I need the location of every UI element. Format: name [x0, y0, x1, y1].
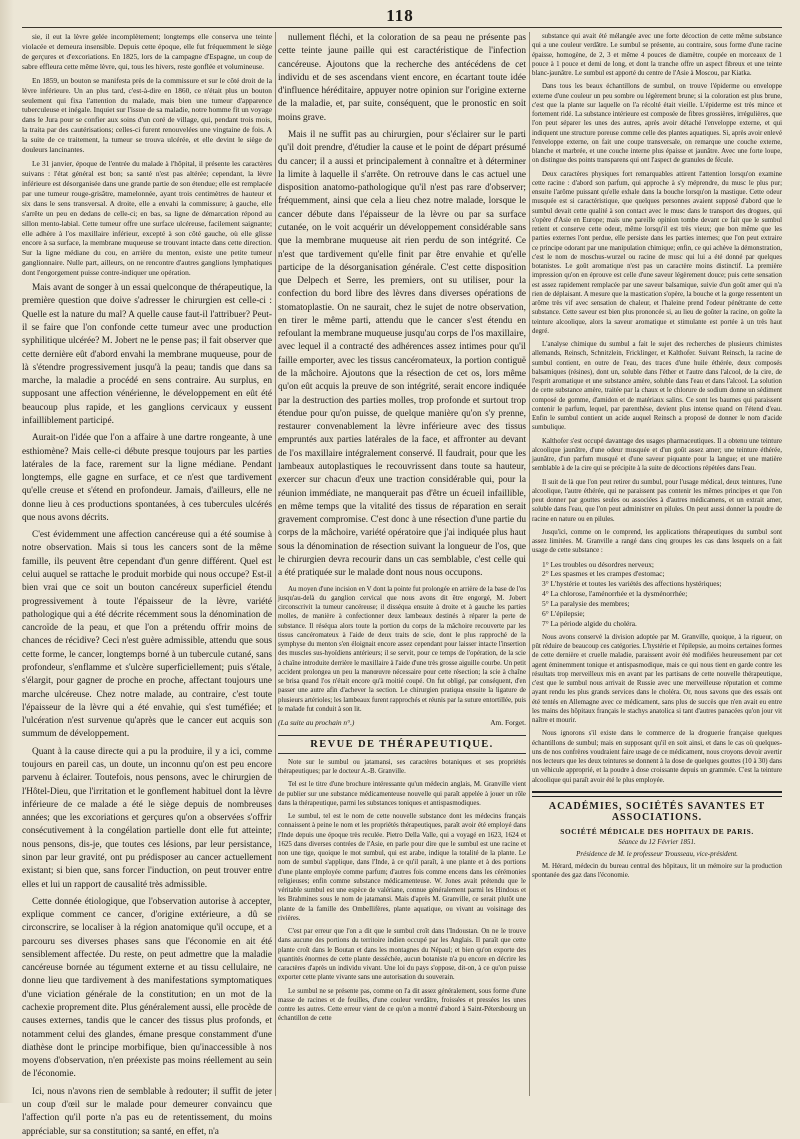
column-1 — [22, 32, 272, 1137]
list-item: 7° La période algide du choléra. — [542, 619, 637, 629]
paragraph: Nous ignorons s'il existe dans le commerce de la droguerie française quelques échantillons de sumbul; mais en supposant qu'il en soit ainsi, et dans le cas où quelques-uns de nos confrères voudraient faire usage de ce médicament, nous croyons devoir avertir nos lecteurs que les deux teintures se donnent à la dose de quelques gouttes (10 à 30) dans un véhicule approprié, et la poudre à dose croissante depuis un grammée. C'est la teinture alcoolique qui paraît avoir été le plus employée. — [532, 730, 782, 784]
section-title: REVUE DE THÉRAPEUTIQUE. — [278, 735, 526, 754]
paragraph: Tel est le titre d'une brochure intéressante qu'un médecin anglais, M. Granville vient de publier sur une substance médicamenteuse nouvelle qui paraît appelée à jouer un rôle dans la thérapeutique, parmi les substances toniques et antispasmodiques. — [278, 781, 526, 807]
paragraph: Dans tous les beaux échantillons de sumbul, on trouve l'épiderme ou enveloppe externe d'une couleur un peu sombre ou légèrement brune; si la coloration est plus brune, c'est que la plante sur laquelle on l'a récolté était vieille. L'épiderme est très mince et fortement ridé. La substance intérieure est composée de fibres grossières, irrégulières, que l'on peut séparer les unes des autres, après avoir détaché l'enveloppe externe, et qui indiquent une structure poreuse comme celle des plantes aquatiques. Si, après avoir enlevé l'enveloppe externe, on fait une coupe transversale, on remarque une couche externe, blanche et marbrée, et une couche interne plus épaisse et jaunâtre. Avec une forte loupe, on distingue des points transparens qui ont l'aspect de granules de fécule. — [532, 83, 782, 165]
paragraph: C'est par erreur que l'on a dit que le sumbul croît dans l'Indoustan. On ne le trouve dans aucune des portions du territoire indien occupé par les Anglais. Il paraît que cette plante croît dans le Boutan et dans les montagnes du Népaul; et bien qu'on exporte des quantités énormes de cette plante desséchée, aucun botaniste n'a pu encore en décrire les caractères d'après un individu vivant. Une loi du pays s'oppose, dit-on, à ce qu'on puisse exporter cette plante vivante sans une autorisation du souverain. — [278, 928, 526, 982]
list-item: 6° L'épilepsie; — [542, 609, 585, 619]
list-item: 2° Les spasmes et les crampes d'estomac; — [542, 569, 665, 579]
paragraph: Le sumbul ne se présente pas, comme on l'a dit assez généralement, sous forme d'une masse de racines et de feuilles, d'une couleur verdâtre, froissées et pressées les unes contre les autres. Cette erreur vient de ce qu'on a montré d'abord à Saint-Pétersbourg un échantillon de cette — [278, 987, 526, 1023]
paragraph: Aurait-on l'idée que l'on a affaire à une dartre rongeante, à une esthiomène? Mais celle-ci débute presque toujours par les parties latérales de la face, rarement sur la ligne médiane. Pendant longtemps, elle gagne en surface, et ce n'est que tardivement qu'elle creuse et s'étend en profondeur. Jamais, d'ailleurs, elle ne donne lieu à ces productions spontanées, à ces tubercules ulcérés que nous avons décrits. — [22, 433, 272, 523]
list-item: 4° La chlorose, l'aménorrhée et la dysménorrhée; — [542, 589, 688, 599]
page-gutter-shadow — [0, 0, 14, 1103]
paragraph: sie, il eut la lèvre gelée incomplètement; longtemps elle conserva une teinte violacée et demeura insensible. Depuis cette époque, elle fut fréquemment le siège de gerçures et d'excoriations. En 1825, lors de la campagne d'Espagne, un coup de sabre effleura cette même lèvre, qui, tous les hivers, reste gonflée et volumineuse. — [22, 32, 272, 71]
paragraph: Le sumbul, tel est le nom de cette nouvelle substance dont les médecins français connaissent à peine le nom et les propriétés thérapeutiques, paraît avoir été employé dans l'Inde depuis une époque très reculée. Pietro Della Valle, qui a voyagé en 1623, 1624 et 1625 dans diverses contrées de l'Asie, en parle pour dire que le sumbul est une racine et non une tige, quoique le mot sumbul, qui est arabe, indique la totalité de la plante. Le nom de sumbul s'applique, dans l'Inde, à ce qu'il paraît, à une plante et à des portions d'une plante employée comme parfum; d'autres fois comme encens dans les cérémonies religieuses; enfin comme substance médicamenteuse. W. Jones avait prétendu que le véritable sumbul est une espèce de valériane, connue généralement parmi les Hindous et les Brahmines sous le nom de jatamansi. Mais d'après M. Granville, ce serait plutôt une plante de la famille des Ombellifères, plante aquatique, ou vivant au voisinage des rivières. — [278, 813, 526, 922]
paragraph: Quant à la cause directe qui a pu la produire, il y a ici, comme toujours en pareil cas, un doute, un inconnu qu'on est peu encore parvenu à éclairer. Toutefois, nous pensons, avec le chirurgien de l'Hôtel-Dieu, que l'irritation et le gonflement habituel dont la lèvre inférieure de ce malade a été le siège depuis de nombreuses années; que les excoriations et gerçures qu'on a observées s'offrir consécutivement à la congélation partielle dont elle fut atteinte; nous pensons, dis-je, que toutes ces lésions, par leur persistance, sinon par leur gravité, ont pu prédisposer au cancer actuellement existant; si bien que, sans forcer l'induction, on peut trouver entre elles et lui un rapport de causalité très admissible. — [22, 746, 272, 890]
section-rule — [532, 791, 782, 797]
article-signature — [278, 718, 526, 728]
author-name: Am. Forget. — [490, 718, 526, 728]
paragraph: Il suit de là que l'on peut retirer du sumbul, pour l'usage médical, deux teintures, l'une alcoolique, l'autre éthérée, qui ne paraissent pas contenir les mêmes principes et que l'on peut donner par gouttes seules ou associées à d'autres médicamens, et un extrait amer, soluble dans l'eau, que l'on peut administrer en pilules. On peut aussi donner la poudre de racine en nature ou en pilules. — [532, 478, 782, 523]
paragraph: Cette donnée étiologique, que l'observation autorise à accepter, explique comment ce cancer, d'origine extérieure, a dû se circonscrire, se localiser à la région anatomique qu'il occupe, et a parcouru ses diverses phases sans que l'économie en ait été sensiblement affectée. Du reste, on peut admettre que la maladie cancéreuse bornée au tégument externe et au tissu cellulaire, ne donne lieu que tardivement à des manifestations symptomatiques d'une viciation générale de la constitution; en un mot de la cachexie proprement dite. Plus généralement aussi, elle procède de causes externes, tandis que le cancer des tissus plus profonds, et notamment celui des glandes, émane presque constamment d'une diathèse dont le principe morbifique, bien qu'inaccessible à nos moyens d'observation, n'en préexiste pas moins réellement au sein de l'économie. — [22, 896, 272, 1080]
paragraph: Le 31 janvier, époque de l'entrée du malade à l'hôpital, il présente les caractères suivans : l'état général est bon; sa santé n'est pas altérée; cependant, la lèvre inférieure est désorganisée dans une grande partie de son étendue; elle est remplacée par une tumeur rouge-grisâtre, mamelonnée, ayant trois centimètres de hauteur et six dans le sens transversal. A droite, elle a envahi la commissure; à gauche, elle s'arrête un peu en dedans de celle-ci; en bas, sa ligne de démarcation répond au sillon mento-labial. Cette tumeur offre une surface ulcéreuse, facilement saignante; elle adhère à l'os maxillaire inférieur, excepté à son côté gauche, où elle glisse encore à sa surface, la membrane muqueuse se trouvant intacte dans cette direction. Sur la ligne médiane du cou, en arrière du menton, existe une petite tumeur ganglionnaire. Nulle part, ailleurs, on ne rencontre d'autres ganglions lymphatiques dont l'engorgement puisse contre-indiquer une opération. — [22, 159, 272, 278]
column-2 — [278, 32, 526, 1096]
continued-note: (La suite au prochain n°.) — [278, 718, 355, 728]
list-item: 5° La paralysie des membres; — [542, 599, 630, 609]
section-title: ACADÉMIES, SOCIÉTÉS SAVANTES ET ASSOCIATIONS. — [548, 800, 766, 823]
session-note: Séance du 12 Février 1851. — [618, 837, 696, 846]
column-divider-2 — [529, 32, 530, 1096]
paragraph: C'est évidemment une affection cancéreuse qui a été soumise à notre observation. Mais si tous les cancers sont de la même famille, ils peuvent être cependant d'un genre différent. Quel est celui auquel se rattache le produit morbide qui nous occupe? Est-il bien vrai que ce soit un bouton cancéreux superficiel étendu progressivement à toute l'épaisseur de la lèvre, variété pathologique qui a été décrite récemment sous la dénomination de cancroïde de la peau, et que l'on a prétendu offrir moins de chances de récidive? Ceci n'est guère admissible, attendu que sous cette forme, le cancer, longtemps borné à un tubercule cutané, sans profondeur, s'enflamme et s'ulcère superficiellement; puis s'étale, s'élargit, pour gagner de proche en proche, affectant toujours une marche ulcéreuse. Chez notre malade, au contraire, c'est toute l'épaisseur de la lèvre qui a été envahie, qui s'est tuméfiée; et l'ulcération n'est survenue qu'après que le cancer eut acquis son summum de développement. — [22, 530, 272, 740]
paragraph: M. Hérard, médecin du bureau central des hôpitaux, lit un mémoire sur la production spontanée des gaz dans l'économie. — [532, 862, 782, 880]
society-name: SOCIÉTÉ MÉDICALE DES HOPITAUX DE PARIS. — [560, 826, 754, 836]
paragraph: Note sur le sumbul ou jatamansi, ses caractères botaniques et ses propriétés thérapeutiques; par le docteur A.-B. Granville. — [278, 758, 526, 776]
page-number: 118 — [386, 6, 414, 25]
paragraph: Deux caractères physiques fort remarquables attirent l'attention lorsqu'on examine cette racine : d'abord son parfum, qui approche à s'y méprendre, du musc le plus pur; ensuite l'arôme puissant qu'elle exhale dans la bouche lorsqu'on la mastique. Cette odeur musquée est si caractéristique, que quelques personnes avaient supposé d'abord que le sumbul devait cette qualité à son contact avec le musc dans le transport des drogues, qui s'opère d'Asie en Europe; mais une pareille opinion tombe devant ce fait que le sumbul retient et conserve cette odeur, même lorsqu'il est très vieux; que bon même que les parties externes l'ont perdue, elle persiste dans les parties internes; que l'on peut extraire ce principe odorant par une manipulation chimique; enfin, ce qui achève la démonstration, c'est le nom de moschus-wurzel ou racine de musc qui lui a été donné par quelques botanistes. Le goût aromatique n'est pas un caractère moins distinctif. La première impression qu'on en éprouve est celle d'une saveur légèrement douce; puis cette sensation est assez rapidement remplacée par une saveur balsamique, suivie d'un goût amer qui n'a rien de déplaisant. A mesure que la mastication s'opère, la bouche et la gorge ressentent un arôme très vif avec sensation de chaleur, et l'haleine prend l'odeur pénétrante de cette substance. Cette saveur est bien plus prononcée si, au lieu de goûter la racine, on goûte la teinture alcoolique, alors la saveur aromatique et stimulante est portée à un très haut degré. — [532, 170, 782, 335]
numbered-list — [542, 560, 782, 629]
paragraph: Au moyen d'une incision en V dont la pointe fut prolongée en arrière de la base de l'os jusqu'au-delà du ganglion cervical que nous avons dit être engorgé, M. Jobert circonscrivit la tumeur cancéreuse; il disséqua ensuite à droite et à gauche les parties molles, de manière à confectionner deux lambeaux destinés à réparer la perte de substance. Il réséqua alors toute la portion du corps de la mâchoire recouverte par les tissus cancéromateux à l'aide de deux traits de scie, dont le plus rapproché de la symphyse du menton s'en éloignait encore assez cependant pour laisser intacte l'insertion des muscles sus-hyoïdiens antérieurs; il se servit, pour ce temps de l'opération, de la scie à chaîne introduite derrière le maxillaire à l'aide d'une très grosse aiguille courbe. Un petit accident prolongea un peu la manœuvre nécessaire pour cette résection; la scie à chaîne se brisa quand l'os n'était encore qu'à moitié coupé. On fut obligé, par conséquent, d'en passer une autre afin d'achever la section. Le chirurgien pratiqua ensuite la ligature de plusieurs artérioles; les lambeaux furent rapprochés et réunis par la suture entortillée, puis le malade fut conduit à son lit. — [278, 585, 526, 713]
paragraph: Nous avons conservé la division adoptée par M. Granville, quoique, à la rigueur, on pût réduire de beaucoup ces catégories. L'hystérie et l'épilepsie, au moins certaines formes de cette dernière et cruelle maladie, paraissent avoir été modifiées heureusement par cet agent éminemment tonique et antispasmodique, mais ce qui nous tient en garde contre les résultats trop merveilleux mis en avant par les partisans de cette nouvelle thérapeutique, c'est que le sumbul nous arrivait de Russie avec une merveilleuse réputation et comme ayant rendu les plus grands services dans le choléra. Or, nous savons que des essais ont été tentés en Allemagne avec ce médicament, sans plus de succès que n'en avait eu entre les mains des hôpitaux français le stachys anatolica si tant d'autres panacées qu'on jour vit naître et mourir. — [532, 633, 782, 725]
paragraph: Jusqu'ici, comme on le comprend, les applications thérapeutiques du sumbul sont assez limitées. M. Granville a rangé dans cinq groupes les cas dans lesquels on a fait usage de cette substance : — [532, 528, 782, 555]
paragraph: Mais avant de songer à un essai quelconque de thérapeutique, la première question que doive s'adresser le chirurgien est celle-ci : Quelle est la nature du mal? A quelle cause faut-il l'attribuer? Peut-il se faire que l'on confonde cette tumeur avec une production syphilitique ulcérée? M. Jobert ne le pense pas; il fait observer que cette dernière eût d'abord envahi la membrane muqueuse, pour de là s'étendre progressivement jusqu'à la peau; tandis que dans sa marche, la maladie a procédé en sens contraire. Au surplus, en supposant une affection vénérienne, le développement en eût été beaucoup plus rapide, et les ganglions cervicaux y eussent infailliblement participé. — [22, 283, 272, 426]
session-note: Présidence de M. le professeur Trousseau, vice-président. — [576, 849, 738, 858]
column-3 — [532, 32, 782, 1096]
paragraph: nullement fléchi, et la coloration de sa peau ne présente pas cette teinte jaune paille qui est caractéristique de l'infection cancéreuse. Ajoutons que la recherche des antécédens de cet individu et de ses ascendans vient encore, en écartant toute idée d'influence héréditaire, appuyer notre opinion sur l'origine externe de la maladie, et, par suite, conséquent, que le pronostic en soit moins grave. — [278, 33, 526, 123]
list-item: 3° L'hystérie et toutes les variétés des affections hystériques; — [542, 579, 722, 589]
paragraph: En 1859, un bouton se manifesta près de la commissure et sur le côté droit de la lèvre inférieure. Un an plus tard, c'est-à-dire en 1860, ce n'était plus un bouton seulement qui fixa l'attention du malade, mais bien une tumeur d'apparence tuberculeuse et inégale. Inquiet sur l'issue de sa maladie, notre homme fit un voyage dans le Jura pour se confier aux soins d'un coré de village, qui, pendant trois mois, la traita par des cautérisations; celles-ci furent renouvelées une vingtaine de fois. A la suite de ce traitement, la tumeur se trouva ulcérée, et elle devint le siège de douleurs lancinantes. — [22, 75, 272, 155]
column-divider-1 — [275, 32, 276, 1096]
paragraph: Mais il ne suffit pas au chirurgien, pour s'éclairer sur le parti qu'il doit prendre, d'étudier la cause et le point de départ présumé du cancer; il a aussi et principalement à connaître et à déterminer la limite à laquelle il s'arrête. On retrouve dans le cas actuel une disposition anatomo-pathologique qu'il n'est pas rare d'observer; fréquemment, ainsi que cela a lieu chez notre malade, lorsque le cancer débute dans l'épaisseur de la lèvre ou par sa surface cutanée, on le voit acquérir un développement considérable sans que la membrane muqueuse ait rien perdu de son intégrité. Ce n'est que tardivement qu'elle finit par être envahie et qu'elle participe de la désorganisation générale. C'est cette disposition que Delpech et Serre, les premiers, ont su utiliser, pour la confection du bord libre des lèvres dans diverses opérations de stomatoplastie. On ne saurait, chez le sujet de notre observation, en tirer le même parti, attendu que le cancer s'est étendu en refoulant la membrane muqueuse jusqu'au corps de l'os maxillaire, avec lequel il a contracté des adhérences assez intimes pour qu'il faille emporter, avec les tissus cancéromateux, la portion contiguë de la mâchoire. Ajoutons que la résection de cet os, lors même qu'on eût acquis la preuve de son intégrité, serait encore indiquée par la destruction des parties molles, trop profonde et surtout trop étendue pour qu'on puisse, de quelque manière qu'on s'y prenne, restaurer convenablement la lèvre inférieure avec des tissus empruntés aux parties latérales de la face, et affronter au devant de l'os maxillaire intégralement conservé. Il faudrait, pour que les lambeaux autoplastiques le recouvrissent dans toute sa hauteur, exercer sur chacun d'eux une traction considérable qui, pour la réunion immédiate, ne manquerait pas d'être un écueil infaillible, en même temps que la vitalité des tissus de réparation en serait gravement compromise. C'est donc à une résection d'une partie du corps de la mâchoire, variété opératoire que j'ai indiquée plus haut sous la dénomination de résection suivant la longueur de l'os, que le chirurgien devra recourir dans un cas semblable, c'est celle qui a été pratiquée sur le malade dont nous nous occupons. — [278, 129, 526, 579]
paragraph: Ici, nous n'avons rien de semblable à redouter; il suffit de jeter un coup d'œil sur le malade pour demeurer convaincu que l'affection qu'il porte n'a pas eu de retentissement, du moins appréciable, sur sa constitution; sa santé, en effet, n'a — [22, 1086, 272, 1137]
paragraph: substance qui avait été mélangée avec une forte décoction de cette même substance qui a une couleur verdâtre. Le sumbul se présente, au contraire, sous forme d'une racine épaisse, homogène, de 2, 3 et même 4 pouces de diamètre, coupée en morceaux de 1 pouce à 1 pouce et demi de long, et dont la tranche offre un aspect fibreux et une teinte blanc-jaunâtre. Le sumbul est apporté du centre de l'Asie à Moscou, par Kiatka. — [532, 33, 782, 77]
paragraph: Kalthofer s'est occupé davantage des usages pharmaceutiques. Il a obtenu une teinture alcoolique jaunâtre, d'une odeur musquée et d'un goût assez amer; une teinture éthérée, jaunâtre, d'un parfum musqué et d'une saveur piquante pour la langue; et une matière semblable à de la cire qui se précipite à la suite de décoctions répétées dans l'eau. — [532, 437, 782, 473]
paragraph: L'analyse chimique du sumbul a fait le sujet des recherches de plusieurs chimistes allemands, Reinsch, Schnitzlein, Fricklinger, et Kalthofer. Suivant Reinsch, la racine de sumbul contient, en outre de l'eau, des traces d'une huile éthérée, deux composés balsamiques (résines), dont un, soluble dans l'éther et l'autre dans l'alcool, de la cire, de l'esprit aromatique et une substance amère, soluble dans l'eau et dans l'alcool. La solution de cette substance amère, traitée par la chaux et le chlorure de sodium donne un sédiment composé de gomme, d'amidon et de matériaux salins. Ce sont les baumes qui paraissent contenir le parfum, lequel, par parenthèse, devient plus intense quand on l'étend d'eau. Enfin le sumbul contient un acide auquel Reinsch a proposé de donner le nom d'acide sumbulique. — [532, 341, 782, 432]
list-item: 1° Les troubles ou désordres nerveux; — [542, 559, 654, 569]
header-rule — [22, 27, 782, 28]
